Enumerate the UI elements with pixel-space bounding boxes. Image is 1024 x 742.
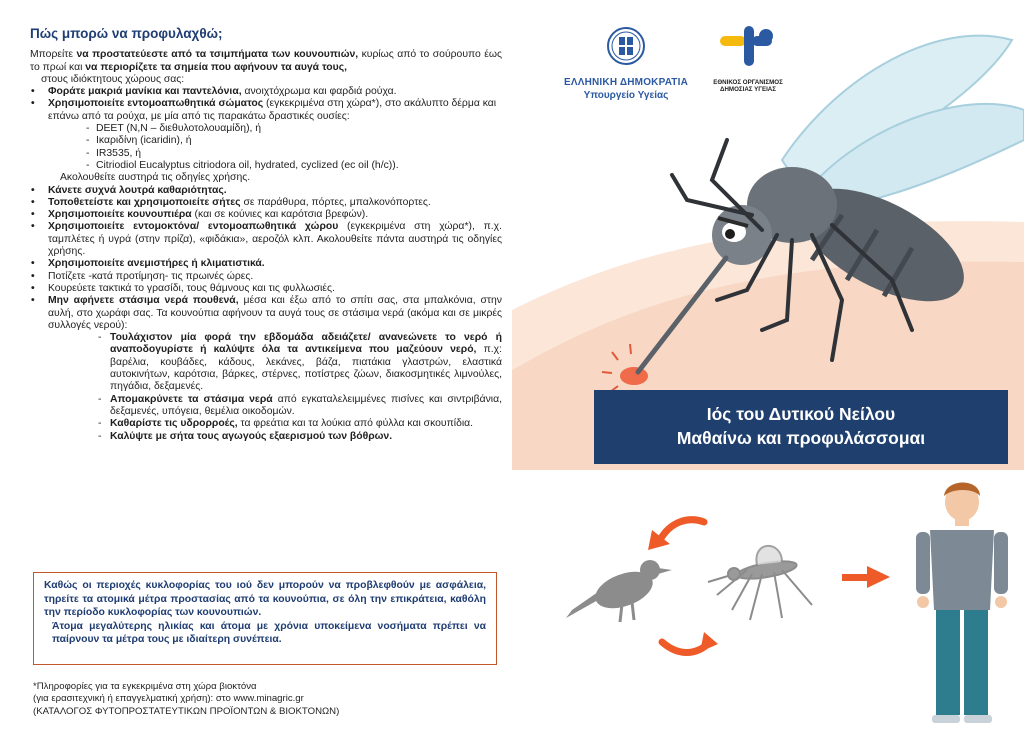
substance-item: - DEET (N,N – διεθυλοτολουαμίδη), ή (86, 123, 502, 135)
footnote-line-1: *Πληροφορίες για τα εγκεκριμένα στη χώρα βιοκτόνα (33, 681, 257, 692)
stagnant-subitem (98, 418, 502, 430)
list-item-watering (30, 271, 502, 283)
screens-text: σε παράθυρα, πόρτες, μπαλκονόπορτες. (240, 196, 431, 208)
greek-emblem-icon (606, 26, 646, 66)
follow-instructions: Ακολουθείτε αυστηρά τις οδηγίες χρήσης. (60, 172, 251, 184)
subitem-text: π.χ: βαρέλια, κουβάδες, κάδους, λεκάνες, βάζα, πιατάκια γλαστρών, ελαστικά αυτοκινήτων, καρότσια, βάρκες, στέρνες, ποτίστρες ζώων, διακοσμητικές λιμνούλες, πηγάδια, δεξαμενές. (110, 344, 502, 393)
prevention-text-column (30, 28, 502, 443)
screens-bold: Τοποθετείστε και χρησιμοποιείτε σήτες (48, 196, 241, 208)
fans-bold: Χρησιμοποιείτε ανεμιστήρες ή κλιματιστικά. (48, 258, 265, 270)
list-item-fans (30, 258, 502, 270)
intro-paragraph (30, 49, 502, 74)
title-banner (594, 390, 1008, 464)
subitem-text: τα φρεάτια και τα λούκια από φύλλα και σκουπίδια. (237, 418, 474, 430)
repellent-bold: Χρησιμοποιείτε εντομοαπωθητικά σώματος (48, 98, 264, 110)
illustration-panel (512, 0, 1024, 742)
cycle-arrow-top-icon (660, 520, 704, 540)
space-text: (εγκεκριμένα στη χώρα*), π.χ. ταμπλέτες ή υγρά (στην πρίζα), «φιδάκια», αεροζόλ κλπ. Ακολουθείτε πάντα αυστηρά τις οδηγίες χρήσης. (48, 221, 502, 258)
mosquito-pupil (725, 229, 735, 239)
list-item-repellent (30, 98, 502, 184)
footnote (33, 681, 493, 718)
greek-republic-logo (556, 26, 696, 101)
prevention-list (30, 86, 502, 443)
substance-item: - Citriodiol Eucalyptus citriodora oil, hydrated, cyclized (ec oil (h/c)). (86, 160, 502, 172)
mowing-text: Κουρεύετε τακτικά το γρασίδι, τους θάμνους και τις φυλλωσιές. (48, 282, 335, 294)
bath-bold: Κάνετε συχνά λουτρά καθαριότητας. (48, 184, 227, 196)
eody-cross-icon (716, 22, 780, 70)
section-heading: Πώς μπορώ να προφυλαχθώ; (30, 26, 223, 41)
intro-bold-2: να περιορίζετε τα σημεία που αφήνουν τα αυγά τους, (85, 61, 347, 73)
substance-item: - Ικαριδίνη (icaridin), ή (86, 135, 502, 147)
list-item-nets (30, 209, 502, 221)
substance-item: - IR3535, ή (86, 148, 502, 160)
stagnant-bold: Μην αφήνετε στάσιμα νερά πουθενά, (48, 295, 239, 307)
stagnant-text: μέσα και έξω από το σπίτι σας, στα μπαλκόνια, στην αυλή, στο χωράφι σας. Τα κουνούπια αφήνουν τα αυγά τους σε στάσιμα νερά (ακόμα και σε μικρές συλλογές νερού): (48, 295, 503, 331)
repellent-text: (εγκεκριμένα στη χώρα*), στο ακάλυπτο δέρμα και επάνω από τα ρούχα, με μία από τις παρακάτω δραστικές ουσίες: (48, 98, 497, 122)
subitem-bold: Απομακρύνετε τα στάσιμα νερά (110, 393, 273, 405)
ministry-name: Υπουργείο Υγείας (583, 90, 669, 101)
watering-text: Ποτίζετε -κατά προτίμηση- τις πρωινές ώρες. (48, 270, 254, 282)
list-item-mowing (30, 283, 502, 295)
mosquito-small-icon (708, 546, 812, 620)
banner-title: Ιός του Δυτικού Νείλου (706, 404, 896, 424)
nets-text: (και σε κούνιες και καρότσια βρεφών). (191, 209, 369, 221)
stagnant-sublist (48, 332, 502, 443)
bite-spot (620, 367, 648, 385)
notice-paragraph-2: Άτομα μεγαλύτερης ηλικίας και άτομα με χρόνια υποκείμενα νοσήματα πρέπει να παίρνουν τα μέτρα τους με ιδιαίτερη συνέπεια. (52, 620, 486, 645)
person-icon (916, 483, 1008, 724)
banner-subtitle: Μαθαίνω και προφυλάσσομαι (676, 428, 926, 448)
intro-text-2: κυρίως από το σούρουπο έως το πρωί και (30, 49, 502, 73)
cycle-arrow-bottom-head (700, 632, 718, 652)
bird-icon (566, 560, 672, 622)
eody-name-line-1: ΕΘΝΙΚΟΣ ΟΡΓΑΝΙΣΜΟΣ (713, 79, 783, 86)
nets-bold: Χρησιμοποιείτε κουνουπιέρα (48, 209, 192, 221)
footnote-line-2: (για ερασιτεχνική ή επαγγελματική χρήση): στο www.minagric.gr (33, 693, 304, 705)
list-item-stagnant-water (30, 295, 502, 443)
clothes-text: ανοιχτόχρωμα και φαρδιά ρούχα. (241, 86, 397, 98)
subitem-bold: Καθαρίστε τις υδρορροές, (110, 418, 238, 430)
clothes-bold: Φοράτε μακριά μανίκια και παντελόνια, (48, 86, 242, 98)
list-item-clothes (30, 86, 502, 98)
list-item-bath (30, 185, 502, 197)
notice-box (33, 572, 497, 665)
notice-paragraph-1: Καθώς οι περιοχές κυκλοφορίας του ιού δεν μπορούν να προβλεφθούν με ασφάλεια, τηρείτε τα ατομικά μέτρα προστασίας από τα κουνούπια, σε όλη την επικράτεια, καθόλη την περίοδο κυκλοφορίας των κουνουπιών. (44, 580, 486, 618)
space-bold: Χρησιμοποιείτε εντομοκτόνα/ εντομοαπωθητικά χώρου (48, 221, 339, 233)
gov-name: ΕΛΛΗΝΙΚΗ ΔΗΜΟΚΡΑΤΙΑ (563, 77, 689, 88)
footnote-line-3: (ΚΑΤΑΛΟΓΟΣ ΦΥΤΟΠΡΟΣΤΑΤΕΥΤΙΚΩΝ ΠΡΟΪΟΝΤΩΝ & ΒΙΟΚΤΟΝΩΝ) (33, 705, 340, 717)
intro-text-1: Μπορείτε (30, 49, 77, 61)
arrow-right-icon (867, 566, 890, 588)
intro-paragraph-end: στους ιδιόκτητους χώρους σας: (41, 73, 185, 85)
subitem-bold: Καλύψτε με σήτα τους αγωγούς εξαερισμού των βόθρων. (110, 430, 393, 442)
subitem-text: από εγκαταλελειμμένες πισίνες και σιντριβάνια, δεξαμενές, υπόγεια, θεμέλια οικοδομών. (110, 393, 502, 417)
stagnant-subitem (98, 431, 502, 443)
list-item-screens (30, 197, 502, 209)
eody-logo (708, 22, 788, 94)
stagnant-subitem (98, 332, 502, 393)
list-item-space-repellent (30, 221, 502, 258)
intro-bold-1: να προστατεύεστε από τα τσιμπήματα των κουνουπιών, (76, 49, 359, 61)
eody-name-line-2: ΔΗΜΟΣΙΑΣ ΥΓΕΙΑΣ (720, 86, 776, 94)
subitem-bold: Τουλάχιστον μία φορά την εβδομάδα αδειάζετε/ ανανεώνετε το νερό ή αναποδογυρίστε ή καλύψτε όλα τα αντικείμενα που μαζεύουν νερό, (110, 332, 502, 356)
transmission-cycle-illustration (512, 470, 1024, 742)
substances-list (48, 123, 502, 172)
stagnant-subitem (98, 394, 502, 419)
